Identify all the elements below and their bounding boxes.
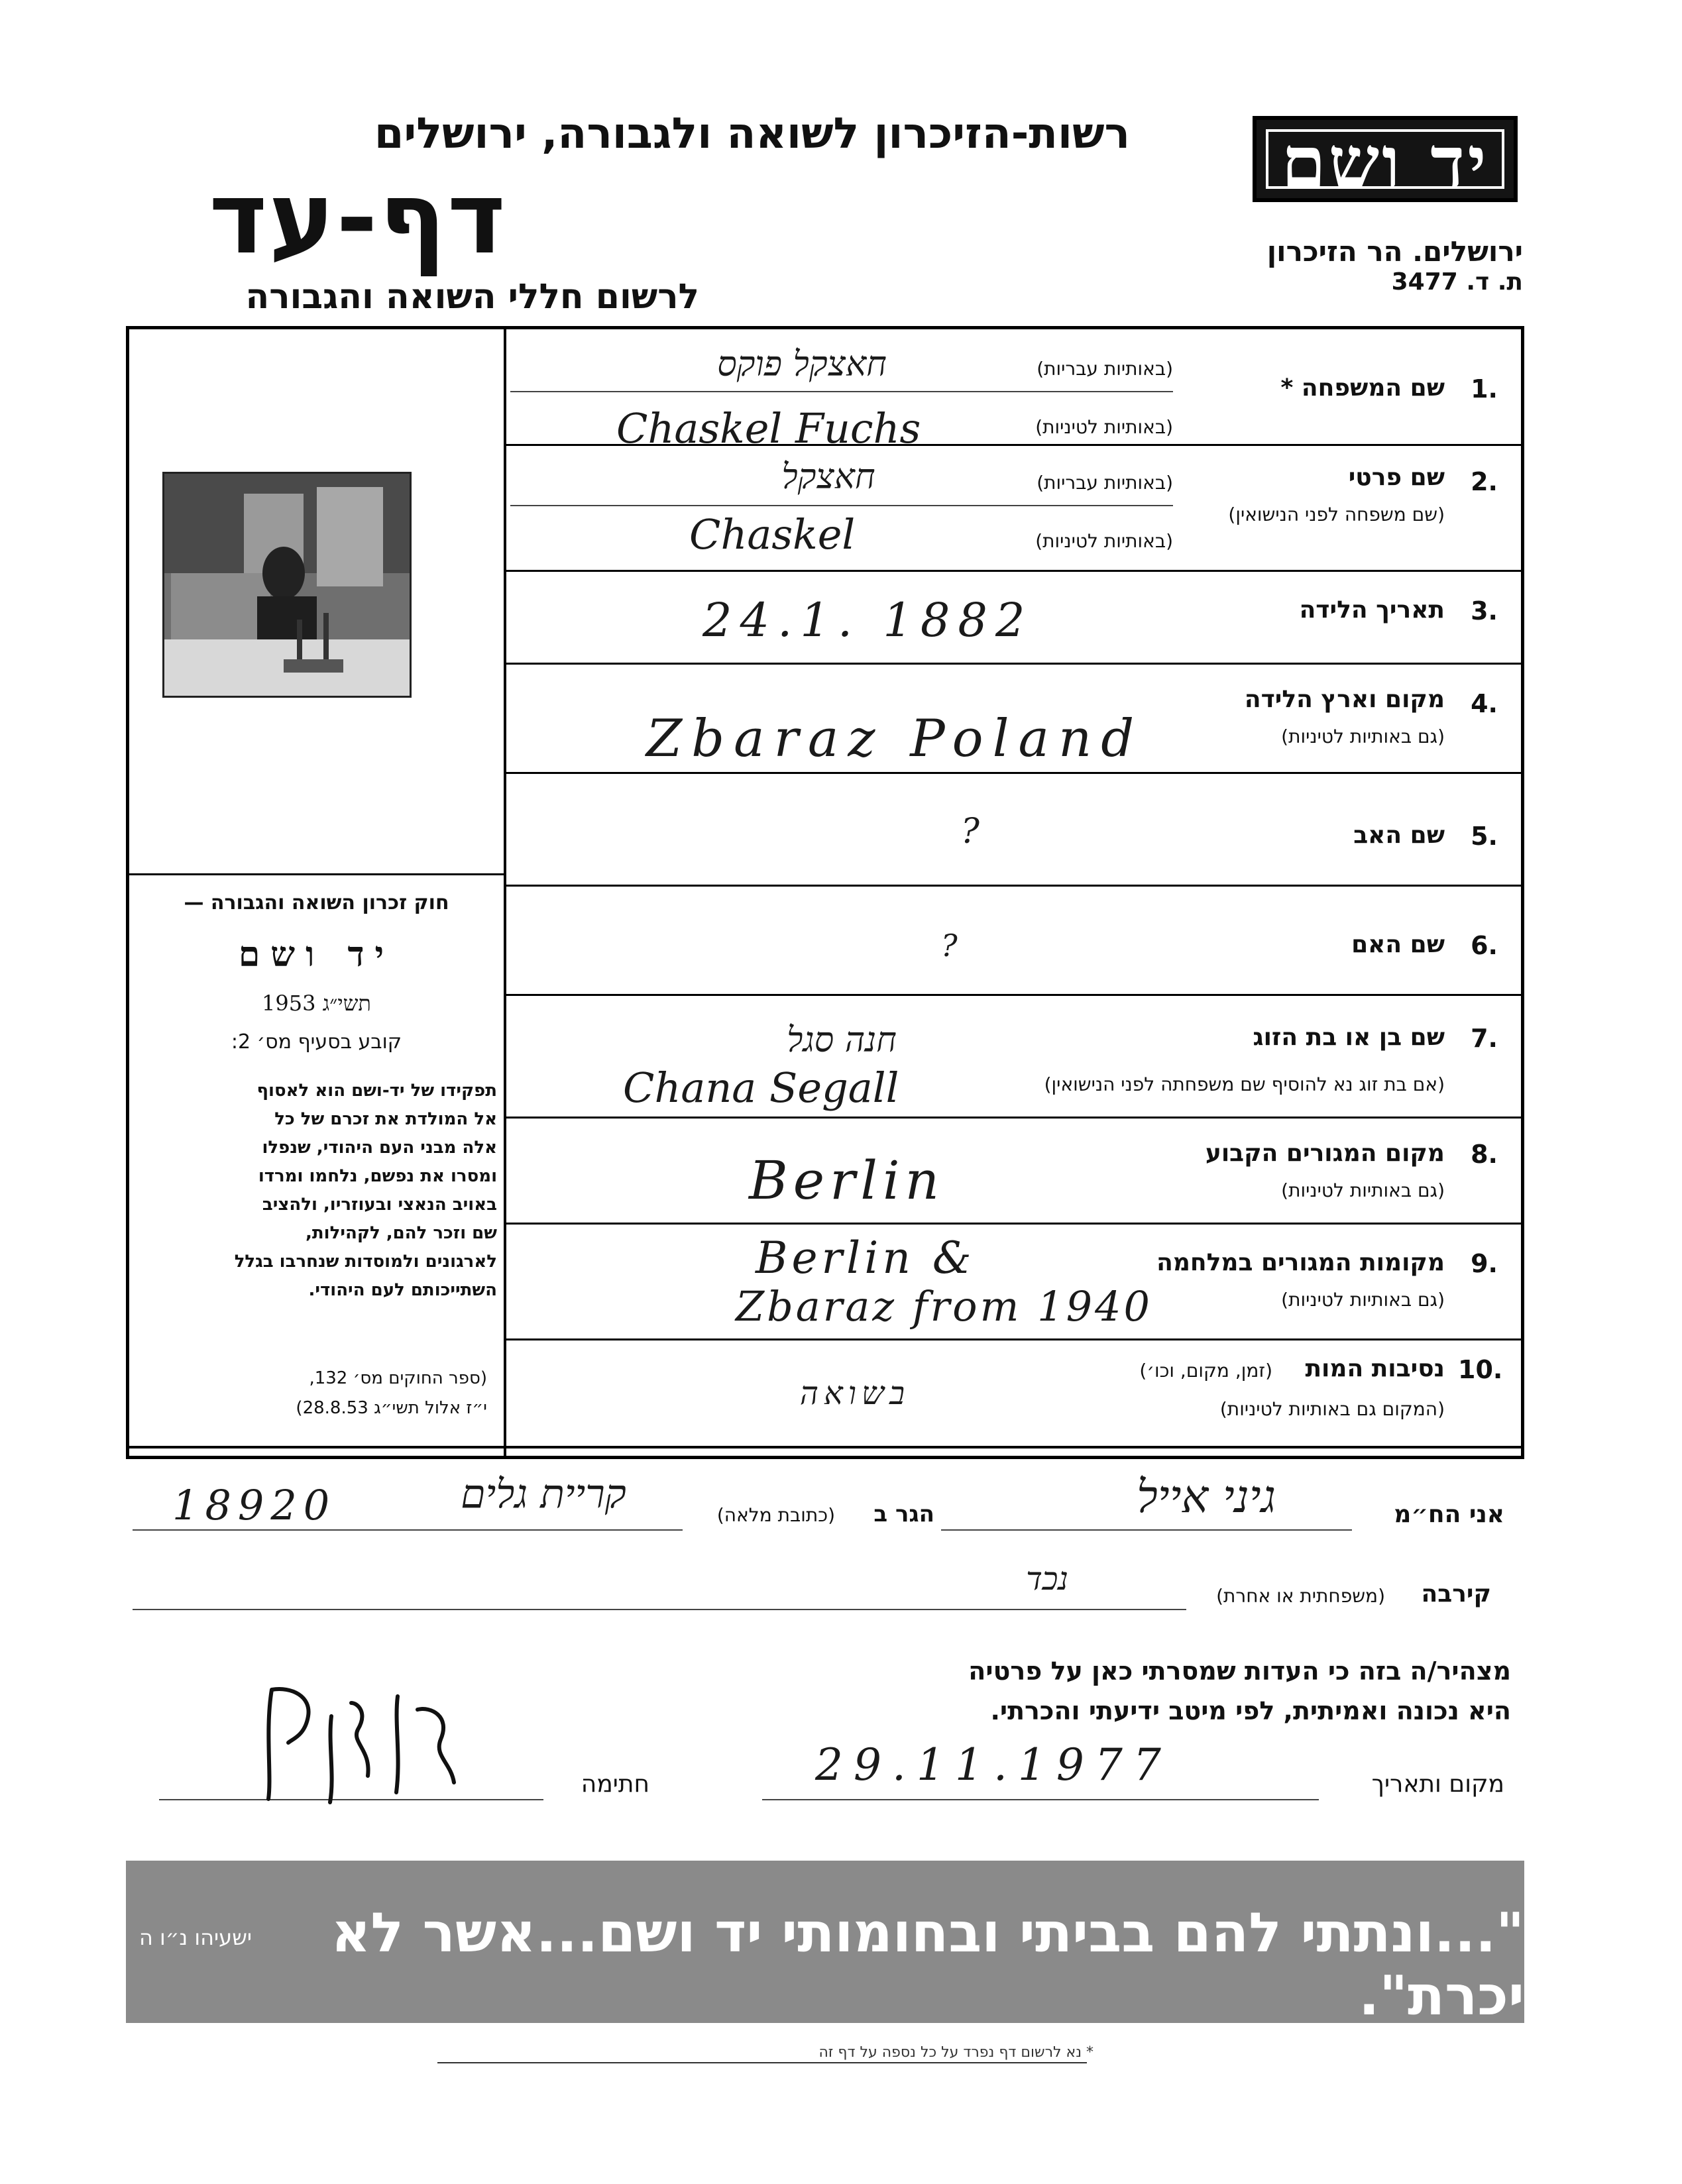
banner-verse-reference: ישעיהו נ״ו ה — [139, 1925, 252, 1950]
witness-signature — [252, 1676, 477, 1809]
law-text-line: אלה מבני העם היהודי, שנפלו — [262, 1138, 497, 1158]
law-text-line: אל המולדת את זכרם של כל — [274, 1109, 497, 1129]
permanent-residence-value[interactable]: Berlin — [749, 1150, 945, 1211]
photo-image — [164, 474, 410, 696]
row-divider — [506, 1117, 1524, 1119]
banner-quote: "...ונתתי להם בביתי ובחומותי יד ושם...אשר לא יכרת". — [331, 1902, 1524, 2028]
first-name-latin-value[interactable]: Chaskel — [689, 510, 856, 559]
birth-date-value[interactable]: 24.1. 1882 — [702, 593, 1033, 647]
law-text-line: לארגונים ולמוסדות שנחרבו בגלל — [234, 1252, 497, 1272]
law-text-line: שם וזכר להם, לקהילות, — [306, 1223, 497, 1243]
birth-place-value[interactable]: Zbaraz Poland — [646, 709, 1144, 769]
latin-letters-tag: (באותיות לטיניות) — [1035, 416, 1173, 438]
surname-hebrew-value[interactable]: חאצקל פוקס — [717, 345, 887, 384]
field-underline — [133, 1529, 683, 1531]
row-8-label: מקום המגורים הקבוע — [1205, 1140, 1445, 1167]
row-2-note: (שם משפחה לפני הנישואין) — [1228, 504, 1445, 525]
field-underline — [133, 1609, 1186, 1610]
spouse-latin-value[interactable]: Chana Segall — [623, 1064, 899, 1112]
declaration-line-2: היא נכונה ואמיתית, לפי מיטב ידיעתי והכרתי. — [990, 1696, 1511, 1725]
place-date-value[interactable]: 29.11.1977 — [815, 1739, 1172, 1790]
law-clause: קובע בסעיף מס׳ 2: — [231, 1030, 402, 1054]
row-2-number: 2. — [1471, 467, 1498, 496]
row-7-label: שם בן או בת הזוג — [1253, 1024, 1445, 1051]
surname-latin-value[interactable]: Chaskel Fuchs — [616, 404, 921, 453]
law-name: יד ושם — [238, 934, 395, 975]
authority-name: רשות-הזיכרון לשואה ולגבורה, ירושלים — [374, 109, 1130, 158]
also-latin-tag: (גם באותיות לטיניות) — [1281, 1289, 1445, 1311]
logo-po-box: ת. ד. 3477 — [1391, 268, 1523, 296]
first-name-hebrew-value[interactable]: חאצקל — [781, 457, 875, 497]
hebrew-letters-tag: (באותיות עבריות) — [1037, 472, 1173, 494]
law-text-line: השתייכותם לעם היהודי. — [308, 1280, 497, 1300]
row-9-label: מקומות המגורים במלחמה — [1156, 1249, 1445, 1276]
relation-note: (משפחתית או אחרת) — [1216, 1585, 1385, 1607]
row-5-number: 5. — [1471, 822, 1498, 851]
row-10-number: 10. — [1458, 1355, 1503, 1384]
fields-bottom-border — [129, 1446, 1524, 1448]
row-10-inline-note: (זמן, מקום, וכו׳) — [1139, 1360, 1272, 1382]
also-latin-tag: (גם באותיות לטיניות) — [1281, 726, 1445, 747]
row-4-number: 4. — [1471, 689, 1498, 718]
row-10-note: (המקום גם באותיות לטיניות) — [1219, 1398, 1445, 1420]
field-underline — [510, 505, 1173, 506]
mother-name-value[interactable]: ? — [941, 928, 958, 963]
row-1-number: 1. — [1471, 374, 1498, 404]
row-5-label: שם האב — [1353, 822, 1445, 849]
witness-address-value[interactable]: קריית גלים — [461, 1471, 626, 1517]
row-3-label: תאריך הלידה — [1299, 596, 1445, 624]
page-title: דף-עד — [209, 161, 507, 276]
footer-rule — [437, 2062, 1087, 2063]
row-6-label: שם האם — [1351, 931, 1445, 958]
photo-law-divider — [129, 873, 504, 875]
wartime-residence-line-1[interactable]: Berlin & — [756, 1232, 976, 1283]
row-divider — [506, 1223, 1524, 1225]
signature-label: חתימה — [581, 1771, 649, 1798]
row-2-label: שם פרטי — [1348, 464, 1445, 491]
wartime-residence-line-2[interactable]: Zbaraz from 1940 — [736, 1282, 1152, 1331]
law-text — [142, 1077, 497, 1305]
hebrew-letters-tag: (באותיות עבריות) — [1037, 358, 1173, 380]
footer-note: * נא לרשום דף נפרד על כל נספה על דף זה — [818, 2044, 1093, 2061]
row-divider — [506, 570, 1524, 572]
law-year: תשי״ג 1953 — [262, 991, 371, 1016]
page-subtitle: לרשום חללי השואה והגבורה — [245, 277, 699, 317]
also-latin-tag: (גם באותיות לטיניות) — [1281, 1179, 1445, 1201]
spouse-hebrew-value[interactable]: חנה סגל — [787, 1020, 897, 1060]
row-6-number: 6. — [1471, 931, 1498, 960]
resident-label: הגר ב — [873, 1501, 934, 1527]
row-divider — [506, 772, 1524, 774]
field-underline — [762, 1799, 1319, 1800]
row-divider — [506, 663, 1524, 665]
father-name-value[interactable]: ? — [961, 812, 980, 851]
latin-letters-tag: (באותיות לטיניות) — [1035, 530, 1173, 552]
row-8-number: 8. — [1471, 1140, 1498, 1169]
row-9-number: 9. — [1471, 1249, 1498, 1278]
witness-name-value[interactable]: גיני אייל — [1136, 1471, 1276, 1523]
row-7-number: 7. — [1471, 1024, 1498, 1053]
field-underline — [510, 391, 1173, 392]
logo-address: ירושלים. הר הזיכרון — [1266, 235, 1523, 268]
row-divider — [506, 1338, 1524, 1340]
law-heading: חוק זכרון השואה והגבורה — — [184, 891, 449, 914]
relation-label: קירבה — [1421, 1580, 1491, 1608]
declaration-line-1: מצהיר/ה בזה כי העדות שמסרתי כאן על פרטיה — [968, 1657, 1511, 1686]
yad-vashem-logo — [1253, 116, 1518, 205]
law-reference-2: י״ז אלול תשי״ג 28.8.53) — [296, 1398, 487, 1418]
address-note: (כתובת מלאה) — [716, 1504, 835, 1526]
row-1-label: שם המשפחה * — [1280, 374, 1445, 402]
row-divider — [506, 994, 1524, 996]
witness-zip-value[interactable]: 18920 — [172, 1481, 337, 1529]
relation-value[interactable]: נכד — [1026, 1560, 1068, 1598]
place-date-label: מקום ותאריך — [1371, 1771, 1504, 1798]
row-7-note: (אם בת זוג נא להוסיף שם משפחתה לפני הנישואין) — [1044, 1073, 1445, 1095]
law-reference-1: (ספר החוקים מס׳ 132, — [309, 1368, 487, 1388]
law-text-line: ומסרו את נפשם, נלחמו ומרדו — [258, 1166, 497, 1186]
undersigned-label: אני הח״מ — [1394, 1501, 1504, 1528]
law-text-line: תפקידו של יד-ושם הוא לאסוף — [256, 1081, 497, 1101]
row-3-number: 3. — [1471, 596, 1498, 626]
column-divider — [504, 329, 506, 1458]
row-divider — [506, 885, 1524, 887]
law-text-line: באויב הנאצי ובעוזריו, ולהציב — [262, 1195, 497, 1215]
row-10-label: נסיבות המות — [1305, 1355, 1445, 1382]
logo-text: יד ושם — [1281, 121, 1489, 205]
field-underline — [941, 1529, 1352, 1531]
row-4-label: מקום וארץ הלידה — [1244, 686, 1445, 713]
victim-photo — [162, 472, 412, 698]
death-circumstances-value[interactable]: בשואה — [799, 1375, 911, 1412]
